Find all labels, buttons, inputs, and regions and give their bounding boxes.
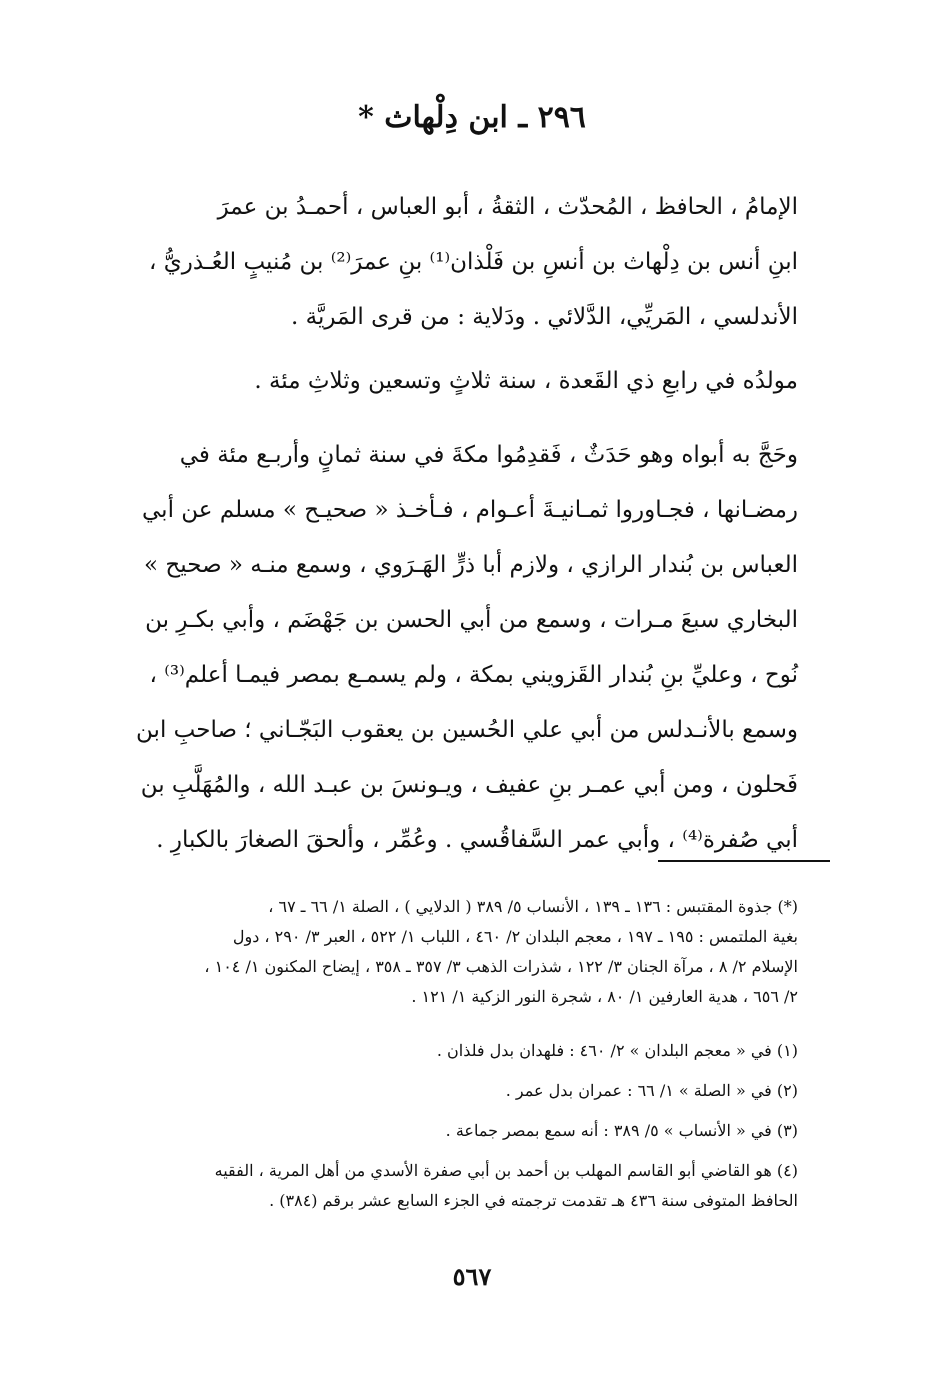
text-line: ابنِ أنس بن دِلْهاث بن أنسِ بن فَلْذان⁽¹⁾ بنِ عمرَ⁽²⁾ بن مُنيبٍ العُـذريُّ ، (148, 249, 798, 275)
text-line: الحافظ المتوفى سنة ٤٣٦ هـ تقدمت ترجمته في الجزء السابع عشر برقم (٣٨٤) . (269, 1191, 798, 1210)
paragraph-birth (164, 354, 798, 409)
text-line: رمضـانها ، فجـاوروا ثمـانيـةَ أعـوام ، فـأخـذ « صحيـح » مسلم عن أبي (142, 497, 798, 523)
text-line: مولدُه في رابعِ ذي القَعدة ، سنة ثلاثٍ وتسعين وثلاثِ مئة . (254, 368, 798, 394)
text-line: الإمامُ ، الحافظ ، المُحدّث ، الثقةُ ، أبو العباس ، أحمـدُ بن عمرَ (217, 194, 798, 220)
paragraph-travels (136, 428, 798, 868)
text-line: الأندلسي ، المَريِّي، الدَّلائي . ودَلاية : من قرى المَريَّة . (291, 304, 798, 330)
text-line: وحَجَّ به أبواه وهو حَدَثٌ ، فَقدِمُوا مكةَ في سنة ثمانٍ وأربـع مئة في (179, 442, 798, 468)
text-line: أبي صُفرة⁽⁴⁾ ، وأبي عمر السَّفاقُسي . وعُمِّر ، وألحقَ الصغارَ بالكبارِ . (156, 827, 798, 853)
page-number: ٥٦٧ (452, 1262, 492, 1291)
text-line: البخاري سبعَ مـرات ، وسمع من أبي الحسن بن جَهْضَم ، وأبي بكـرِ بن (145, 607, 798, 633)
text-line: فَحلون ، ومن أبي عمـر بنِ عفيف ، ويـونسَ بن عبـد الله ، والمُهَلَّبِ بن (140, 772, 798, 798)
footnote-item (150, 1156, 798, 1216)
footnote-list (150, 1036, 798, 1216)
text-line: (٤) هو القاضي أبو القاسم المهلب بن أحمد بن أبي صفرة الأسدي من أهل المرية ، الفقيه (214, 1161, 798, 1180)
text-line: الإسلام ٢/ ٨ ، مرآة الجنان ٣/ ١٢٢ ، شذرات الذهب ٣/ ٣٥٧ ـ ٣٥٨ ، إيضاح المكنون ١/ ١٠٤ ، (204, 957, 798, 976)
footnote-item: (٢) في « الصلة » ١/ ٦٦ : عمران بدل عمر . (505, 1081, 798, 1100)
footnote-item: (١) في « معجم البلدان » ٢/ ٤٦٠ : فلهدان بدل فلذان . (436, 1041, 798, 1060)
entry-title: ٢٩٦ ـ ابن دِلْهاث * (358, 100, 586, 135)
text-line: ٢/ ٦٥٦ ، هدية العارفين ١/ ٨٠ ، شجرة النور الزكية ١/ ١٢١ . (411, 987, 798, 1006)
text-line: العباس بن بُندار الرازي ، ولازم أبا ذرٍّ الهَـرَوي ، وسمع منـه « صحيح » (144, 552, 798, 578)
footnote-item: (٣) في « الأنساب » ٥/ ٣٨٩ : أنه سمع بمصر جماعة . (445, 1121, 798, 1140)
footnote-divider (658, 860, 830, 862)
paragraph-biography-intro (148, 180, 798, 345)
text-line: بغية الملتمس : ١٩٥ ـ ١٩٧ ، معجم البلدان ٢/ ٤٦٠ ، اللباب ١/ ٥٢٢ ، العبر ٣/ ٢٩٠ ، دول (232, 927, 798, 946)
text-line: (*) جذوة المقتبس : ١٣٦ ـ ١٣٩ ، الأنساب ٥/ ٣٨٩ ( الدلايي ) ، الصلة ١/ ٦٦ ـ ٦٧ ، (268, 897, 798, 916)
text-line: وسمع بالأنـدلس من أبي علي الحُسين بن يعقوب البَجّـاني ؛ صاحبِ ابن (136, 717, 798, 743)
sources-footnote (150, 892, 798, 1012)
text-line: نُوح ، وعليِّ بنِ بُندار القَزويني بمكة ، ولم يسمـع بمصر فيمـا أعلم⁽³⁾ ، (149, 662, 798, 688)
